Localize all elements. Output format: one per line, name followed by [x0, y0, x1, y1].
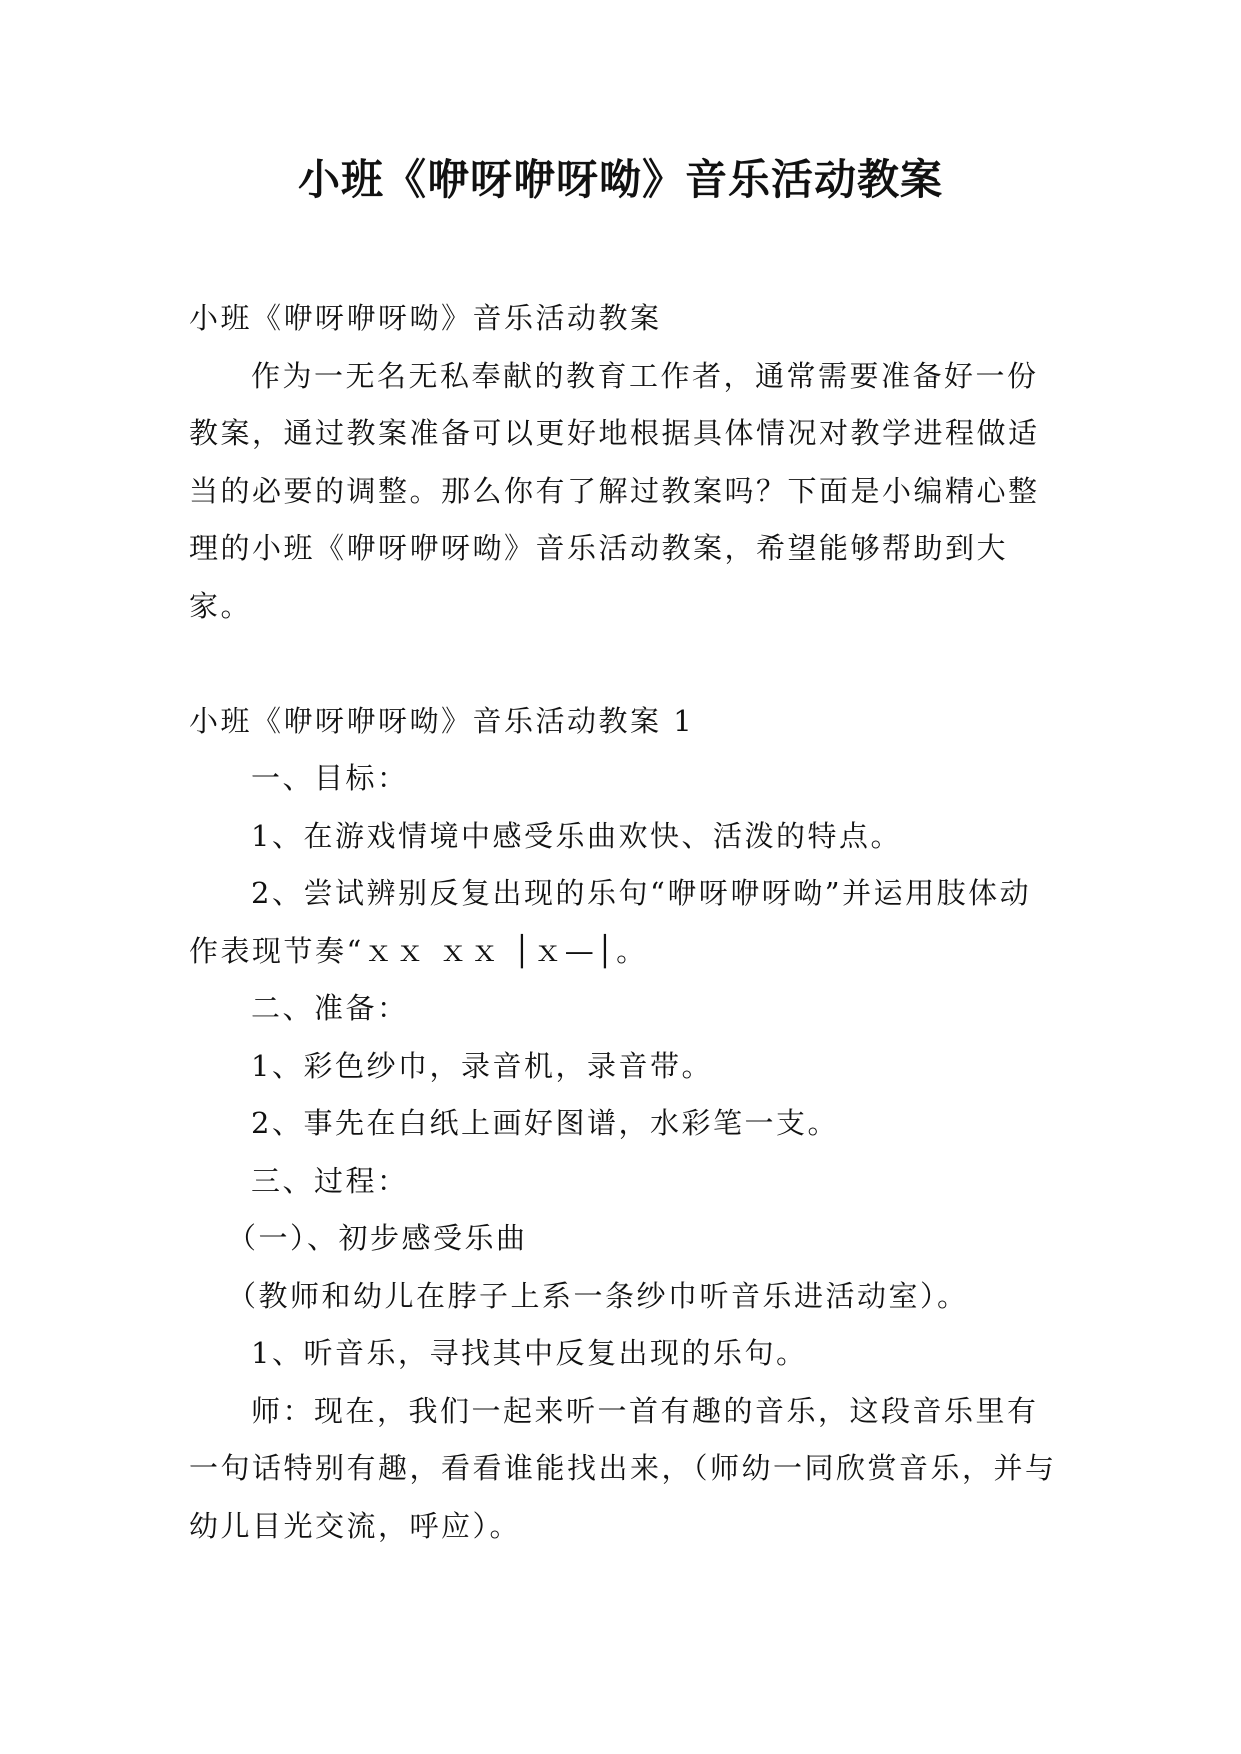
document-body [189, 290, 1059, 1555]
document-title: 小班《咿呀咿呀呦》音乐活动教案 [297, 155, 943, 204]
intro-paragraph: 作为一无名无私奉献的教育工作者，通常需要准备好一份教案，通过教案准备可以更好地根据具体情况对教学进程做适当的必要的调整。那么你有了解过教案吗？下面是小编精心整理的小班《咿呀咿呀呦》音乐活动教案，希望能够帮助到大家。 [189, 358, 1040, 623]
document-subtitle: 小班《咿呀咿呀呦》音乐活动教案 [189, 301, 662, 335]
prep-heading: 二、准备： [251, 991, 409, 1025]
prep-item-1: 1、彩色纱巾，录音机，录音带。 [251, 1048, 713, 1083]
section-title: 小班《咿呀咿呀呦》音乐活动教案 1 [189, 703, 695, 738]
goal-item-1: 1、在游戏情境中感受乐曲欢快、活泼的特点。 [251, 818, 902, 853]
process-note: （教师和幼儿在脖子上系一条纱巾听音乐进活动室）。 [227, 1278, 969, 1313]
teacher-line: 师：现在，我们一起来听一首有趣的音乐，这段音乐里有一句话特别有趣，看看谁能找出来，（师幼一同欣赏音乐，并与幼儿目光交流，呼应）。 [189, 1393, 1057, 1543]
process-item-1: 1、听音乐，寻找其中反复出现的乐句。 [251, 1336, 808, 1370]
prep-item-2: 2、事先在白纸上画好图谱，水彩笔一支。 [251, 1106, 839, 1140]
goal-item-2: 2、尝试辨别反复出现的乐句“咿呀咿呀呦”并运用肢体动作表现节奏“ｘｘ ｘｘ │ｘ—│。 [189, 876, 1032, 968]
process-heading: 三、过程： [251, 1163, 409, 1198]
paragraph-gap [189, 635, 1059, 693]
process-step-1: （一）、初步感受乐曲 [227, 1221, 528, 1255]
goal-heading: 一、目标： [251, 761, 409, 795]
